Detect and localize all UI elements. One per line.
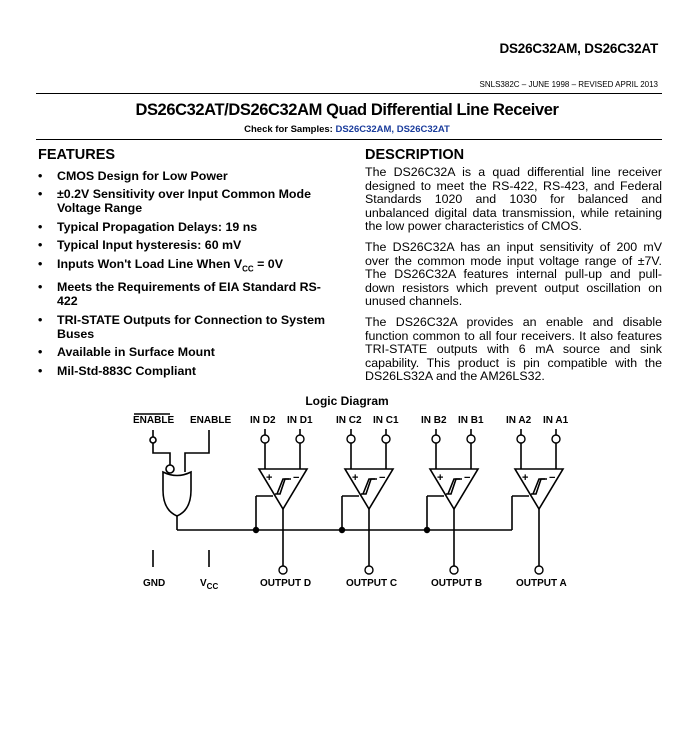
input-label: IN C1 [373, 415, 399, 426]
part-number-header: DS26C32AM, DS26C32AT [499, 41, 658, 56]
input-label: IN D1 [287, 415, 313, 426]
input-pin-circle [552, 435, 560, 443]
input-pin-circle [432, 435, 440, 443]
enable-label: ENABLE [190, 415, 232, 426]
feature-item: • Typical Propagation Delays: 19 ns [38, 220, 338, 234]
feature-item: • Available in Surface Mount [38, 345, 338, 359]
vcc-label [200, 578, 218, 591]
vcc-sub: CC [206, 582, 219, 591]
plus-sign: + [522, 472, 529, 484]
plus-sign: + [266, 472, 273, 484]
input-pin-circle [517, 435, 525, 443]
input-pin-circle [347, 435, 355, 443]
gnd-label: GND [143, 578, 166, 589]
input-label: IN A1 [543, 415, 569, 426]
output-label: OUTPUT A [516, 578, 567, 589]
output-label: OUTPUT D [260, 578, 312, 589]
feature-item: • TRI-STATE Outputs for Connection to System Buses [38, 313, 338, 341]
input-label: IN C2 [336, 415, 362, 426]
feature-item: • Mil-Std-883C Compliant [38, 364, 338, 378]
output-pin-circle [279, 566, 287, 574]
feature-text-post: = 0V [253, 256, 283, 271]
description-paragraph: The DS26C32A is a quad differential line receiver designed to meet the RS-422, RS-423, and Federal Standards 1020 and 1030 for balanced and unbalanced digital data transmission, while retaining the low power characteristics of CMOS. [365, 165, 662, 234]
document-id: SNLS382C – JUNE 1998 – REVISED APRIL 2013 [479, 80, 658, 89]
document-title: DS26C32AT/DS26C32AM Quad Differential Line Receiver [135, 101, 559, 119]
feature-item: • ±0.2V Sensitivity over Input Common Mode Voltage Range [38, 187, 338, 215]
input-pin-circle [467, 435, 475, 443]
input-label: IN B1 [458, 415, 484, 426]
output-pin-circle [450, 566, 458, 574]
diagram-caption: Logic Diagram [305, 394, 389, 408]
input-pin-circle [261, 435, 269, 443]
junction-dot [339, 527, 345, 533]
plus-sign: + [352, 472, 359, 484]
minus-sign: − [549, 472, 556, 484]
minus-sign: − [379, 472, 386, 484]
feature-item: • Typical Input hysteresis: 60 mV [38, 238, 338, 252]
description-paragraph: The DS26C32A has an input sensitivity of 200 mV over the common mode input voltage range of ±7V. The DS26C32A features internal pull-up and pull-down resistors which prevent output oscillation on unused channels. [365, 239, 662, 309]
samples-link[interactable]: DS26C32AM, DS26C32AT [335, 124, 450, 135]
description-paragraph: The DS26C32A provides an enable and disable function common to all four receivers. It also features TRI-STATE outputs with 6 mA source and sink capability. This product is pin compatible with the DS26LS32A and the AM26LS32. [365, 314, 662, 384]
feature-item: • CMOS Design for Low Power [38, 169, 338, 183]
output-label: OUTPUT C [346, 578, 398, 589]
enable-bar-label: ENABLE [133, 415, 175, 426]
input-label: IN D2 [250, 415, 276, 426]
minus-sign: − [464, 472, 471, 484]
features-heading: FEATURES [38, 147, 116, 163]
feature-text-sub: CC [242, 264, 254, 274]
description-heading: DESCRIPTION [365, 147, 465, 163]
output-label: OUTPUT B [431, 578, 483, 589]
input-label: IN B2 [421, 415, 447, 426]
vcc-main: V [200, 578, 207, 589]
minus-sign: − [293, 472, 300, 484]
receiver-channels [253, 429, 563, 574]
feature-item: • Meets the Requirements of EIA Standard RS-422 [38, 280, 338, 308]
feature-text-pre: Inputs Won't Load Line When V [57, 256, 243, 271]
input-label: IN A2 [506, 415, 532, 426]
output-pin-circle [365, 566, 373, 574]
samples-label: Check for Samples: [244, 124, 333, 135]
output-pin-circle [535, 566, 543, 574]
plus-sign: + [437, 472, 444, 484]
input-pin-circle [296, 435, 304, 443]
junction-dot [253, 527, 259, 533]
junction-dot [424, 527, 430, 533]
input-pin-circle [382, 435, 390, 443]
